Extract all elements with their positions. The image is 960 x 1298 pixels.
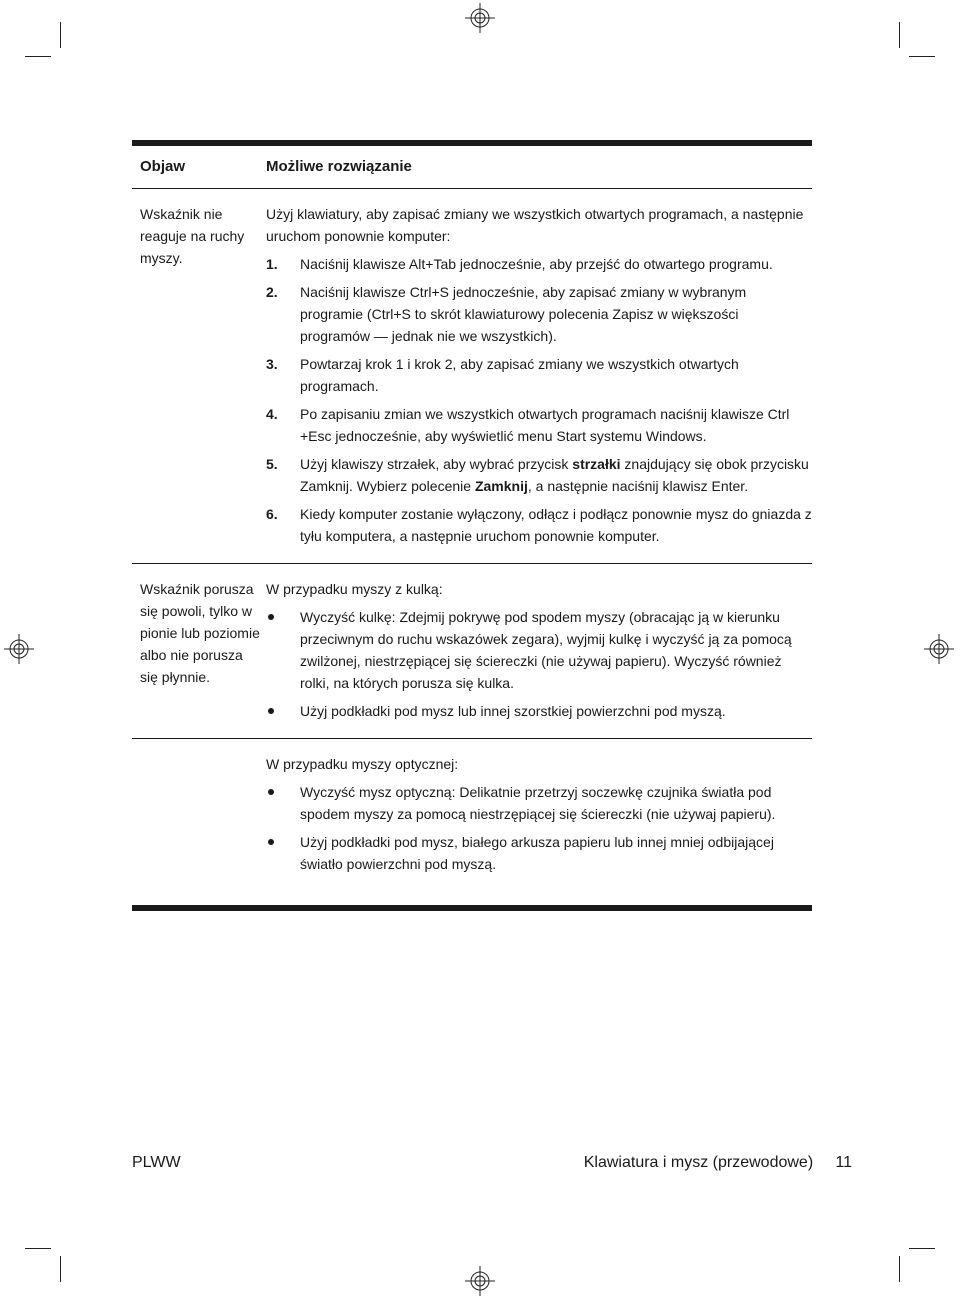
table-row — [132, 189, 812, 564]
bullet-icon — [266, 606, 300, 694]
step-number: 6. — [266, 506, 278, 522]
troubleshooting-table — [132, 140, 812, 911]
step-text: Naciśnij klawisze Ctrl+S jednocześnie, aby zapisać zmiany w wybranym programie (Ctrl+S to skrót klawiaturowy polecenia Zapisz w większości programów — jednak nie we wszystkich). — [300, 284, 747, 344]
table-row — [132, 564, 812, 739]
step-number: 4. — [266, 406, 278, 422]
step-bold-term: strzałki — [572, 456, 621, 472]
page-number: 11 — [835, 1154, 852, 1171]
crop-mark — [60, 22, 61, 48]
list-item — [266, 453, 812, 497]
table-bottom-rule — [132, 905, 812, 911]
footer-title-and-page — [584, 1154, 852, 1172]
registration-mark-icon — [465, 3, 495, 33]
list-item — [266, 831, 812, 875]
list-item — [266, 700, 812, 722]
bullet-text: Wyczyść kulkę: Zdejmij pokrywę pod spodem myszy (obracając ją w kierunku przeciwnym do ruchu wskazówek zegara), wyjmij kulkę i wyczyść ją za pomocą zwilżonej, niestrzępiącej się ściereczki (nie używaj papieru). Wyczyść również rolki, na których porusza się kulka. — [300, 609, 792, 691]
steps-list — [266, 253, 812, 547]
list-item — [266, 253, 812, 275]
crop-mark — [899, 1256, 900, 1282]
crop-mark — [909, 56, 935, 57]
crop-mark — [25, 1248, 51, 1249]
crop-mark — [899, 22, 900, 48]
step-text-part: , a następnie naciśnij klawisz Enter. — [527, 478, 749, 494]
solution-cell — [266, 578, 812, 728]
solution-cell — [266, 753, 812, 881]
step-bold-term: Zamknij — [474, 478, 528, 494]
symptom-cell: Wskaźnik porusza się powoli, tylko w pionie lub poziomie albo nie porusza się płynnie. — [140, 581, 260, 685]
bullet-text: Wyczyść mysz optyczną: Delikatnie przetrzyj soczewkę czujnika światła pod spodem myszy za pomocą niestrzępiącej się ściereczki (nie używaj papieru). — [300, 784, 776, 822]
list-item — [266, 503, 812, 547]
registration-mark-icon — [4, 634, 34, 664]
bullet-icon — [266, 831, 300, 875]
registration-mark-icon — [924, 634, 954, 664]
bullet-text: Użyj podkładki pod mysz, białego arkusza papieru lub innej mniej odbijającej światło powierzchni pod myszą. — [300, 834, 774, 872]
list-item — [266, 353, 812, 397]
solution-intro: W przypadku myszy z kulką: — [266, 581, 443, 597]
list-item — [266, 403, 812, 447]
step-number: 5. — [266, 456, 278, 472]
step-text: Po zapisaniu zmian we wszystkich otwartych programach naciśnij klawisze Ctrl +Esc jednocześnie, aby wyświetlić menu Start systemu Windows. — [300, 406, 790, 444]
solution-intro: W przypadku myszy optycznej: — [266, 756, 459, 772]
solution-intro: Użyj klawiatury, aby zapisać zmiany we wszystkich otwartych programach, a następnie uruchom ponownie komputer: — [266, 206, 804, 244]
list-item — [266, 281, 812, 347]
registration-mark-icon — [465, 1266, 495, 1296]
step-text: Kiedy komputer zostanie wyłączony, odłącz i podłącz ponownie mysz do gniazda z tyłu komputera, a następnie uruchom ponownie komputer. — [300, 506, 812, 544]
step-text-part: znajdujący się obok przycisku Zamknij. Wybierz polecenie — [300, 456, 809, 494]
table-header — [132, 146, 812, 189]
symptom-cell — [140, 753, 266, 881]
header-solution: Możliwe rozwiązanie — [266, 158, 412, 175]
crop-mark — [909, 1248, 935, 1249]
footer-title: Klawiatura i mysz (przewodowe) — [583, 1154, 814, 1171]
symptom-cell: Wskaźnik nie reaguje na ruchy myszy. — [140, 206, 245, 266]
step-text — [300, 453, 812, 497]
step-text: Naciśnij klawisze Alt+Tab jednocześnie, aby przejść do otwartego programu. — [300, 256, 773, 272]
bullet-list — [266, 781, 812, 875]
solution-cell — [266, 203, 812, 553]
footer-locale: PLWW — [132, 1154, 181, 1171]
bullet-list — [266, 606, 812, 722]
header-symptom: Objaw — [140, 158, 186, 175]
crop-mark — [25, 56, 51, 57]
crop-mark — [60, 1256, 61, 1282]
bullet-text: Użyj podkładki pod mysz lub innej szorstkiej powierzchni pod myszą. — [300, 703, 726, 719]
list-item — [266, 781, 812, 825]
table-row — [132, 739, 812, 891]
step-number: 3. — [266, 356, 278, 372]
list-item — [266, 606, 812, 694]
step-text: Powtarzaj krok 1 i krok 2, aby zapisać zmiany we wszystkich otwartych programach. — [300, 356, 739, 394]
bullet-icon — [266, 700, 300, 722]
step-text-part: Użyj klawiszy strzałek, aby wybrać przycisk — [300, 456, 573, 472]
step-number: 1. — [266, 256, 278, 272]
bullet-icon — [266, 781, 300, 825]
step-number: 2. — [266, 284, 278, 300]
